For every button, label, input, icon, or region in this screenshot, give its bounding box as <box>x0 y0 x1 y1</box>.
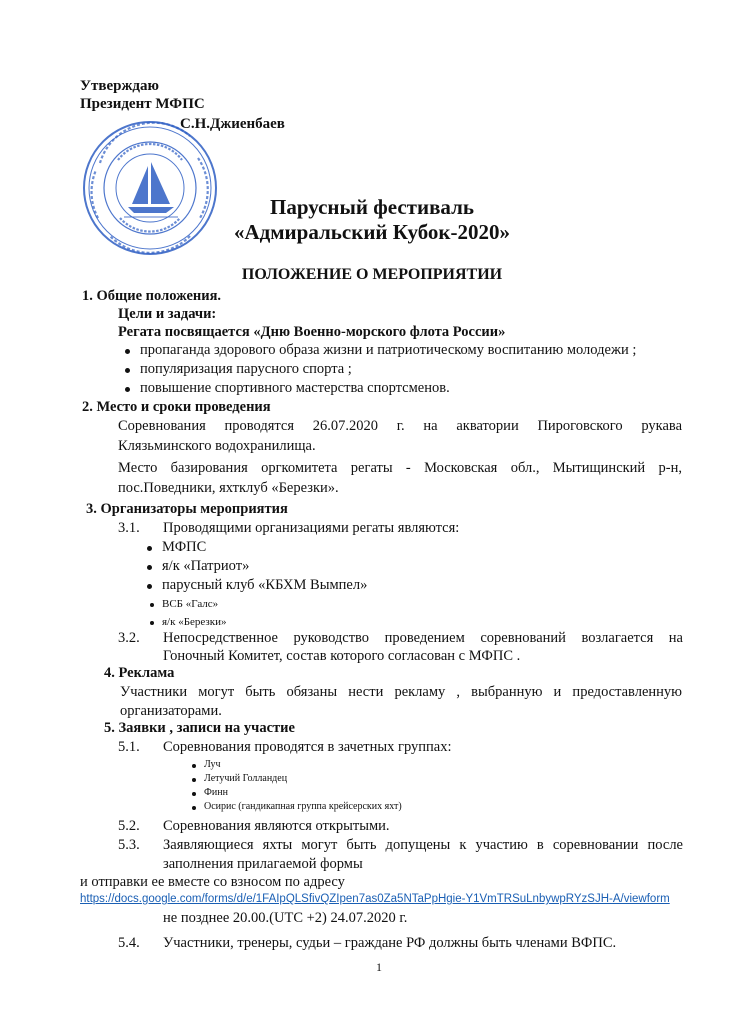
item-5-3-text-send: и отправки ее вместе со взносом по адресу <box>80 874 345 890</box>
section-2-paragraph-2: Место базирования оргкомитета регаты - Московская обл., Мытищинский р-н, <box>118 460 682 476</box>
class-item: Луч <box>204 759 221 770</box>
item-5-3-text: Заявляющиеся яхты могут быть допущены к участию в соревновании после <box>163 837 683 853</box>
section-2-paragraph-1: Соревнования проводятся 26.07.2020 г. на акватории Пироговского рукава <box>118 418 682 434</box>
class-item: Финн <box>204 787 228 798</box>
item-number: 3.2. <box>118 630 140 646</box>
organizer-item: я/к «Патриот» <box>162 558 250 574</box>
item-5-1-text: Соревнования проводятся в зачетных группах: <box>163 739 452 755</box>
section-4-text-cont: организаторами. <box>120 703 222 719</box>
festival-title-line-1: Парусный фестиваль <box>269 195 474 219</box>
section-3-heading: 3. Организаторы мероприятия <box>86 501 288 517</box>
approval-signatory: С.Н.Джиенбаев <box>180 116 285 132</box>
application-form-link[interactable]: https://docs.google.com/forms/d/e/1FAIpQLSfivQZIpen7as0Za5NTaPpHgie-Y1VmTRSuLnbywpRYzSJH-A/viewform <box>80 893 670 905</box>
section-1-bullet: популяризация парусного спорта ; <box>140 361 352 377</box>
section-1-dedication: Регата посвящается «Дню Военно-морского флота России» <box>118 324 506 340</box>
organizer-item: парусный клуб «КБХМ Вымпел» <box>162 577 368 593</box>
item-5-3-text-cont: заполнения прилагаемой формы <box>163 856 363 872</box>
item-number: 5.1. <box>118 739 140 755</box>
approval-line-2: Президент МФПС <box>80 96 205 112</box>
section-4-heading: 4. Реклама <box>104 665 175 681</box>
item-3-1-text: Проводящими организациями регаты являются: <box>163 520 460 536</box>
organizer-item: ВСБ «Галс» <box>162 598 219 610</box>
item-number: 5.2. <box>118 818 140 834</box>
item-number: 5.3. <box>118 837 140 853</box>
document-heading: ПОЛОЖЕНИЕ О МЕРОПРИЯТИИ <box>241 266 503 283</box>
organizer-item: я/к «Березки» <box>162 616 227 628</box>
festival-title-line-2: «Адмиральский Кубок-2020» <box>233 220 511 244</box>
page-number: 1 <box>376 960 382 974</box>
class-item: Осирис (гандикапная группа крейсерских яхт) <box>204 801 402 812</box>
section-5-heading: 5. Заявки , записи на участие <box>104 720 295 736</box>
item-3-2-text: Непосредственное руководство проведением соревнований возлагается на <box>163 630 683 646</box>
item-3-2-text-cont: Гоночный Комитет, состав которого согласован с МФПС . <box>163 648 521 664</box>
section-2-paragraph-2-cont: пос.Поведники, яхтклуб «Березки». <box>118 480 339 496</box>
section-1-bullet: повышение спортивного мастерства спортсменов. <box>140 380 450 396</box>
item-5-4-text: Участники, тренеры, судьи – граждане РФ должны быть членами ВФПС. <box>163 935 617 951</box>
section-1-goals: Цели и задачи: <box>118 306 217 322</box>
class-item: Летучий Голландец <box>204 773 288 784</box>
section-2-paragraph-1-cont: Клязьминского водохранилища. <box>118 438 316 454</box>
approval-line-1: Утверждаю <box>80 78 159 94</box>
section-1-heading: 1. Общие положения. <box>82 288 222 304</box>
deadline-text: не позднее 20.00.(UTC +2) 24.07.2020 г. <box>163 910 408 926</box>
section-1-bullet: пропаганда здорового образа жизни и патриотическому воспитанию молодежи ; <box>140 342 637 358</box>
item-number: 3.1. <box>118 520 140 536</box>
item-5-2-text: Соревнования являются открытыми. <box>163 818 390 834</box>
section-2-heading: 2. Место и сроки проведения <box>82 399 271 415</box>
section-4-text: Участники могут быть обязаны нести рекламу , выбранную и предоставленную <box>120 684 682 700</box>
item-number: 5.4. <box>118 935 140 951</box>
organizer-item: МФПС <box>162 539 207 555</box>
